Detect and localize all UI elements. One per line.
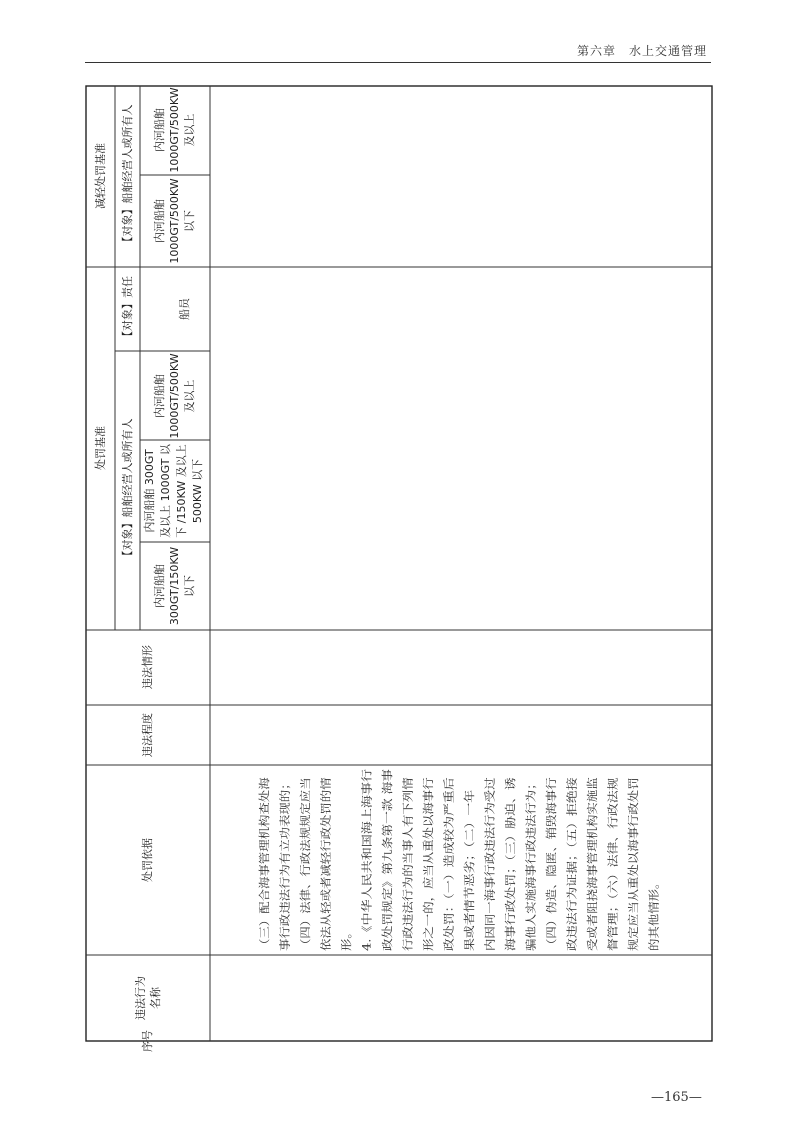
reduced-target-label: 【对象】船舶经营人或所有人: [121, 104, 134, 248]
col-reduced-sub2: [152, 87, 196, 172]
running-header: 第六章 水上交通管理: [576, 44, 707, 58]
col-reduced-sub1: [152, 178, 196, 263]
sub1-line1: 内河船舶: [153, 564, 166, 608]
sub3-line2: 1000GT/500KW: [168, 353, 181, 439]
crew-target-line1: 【对象】责任: [121, 276, 134, 342]
seq-header: 序号: [141, 1030, 154, 1052]
reduced-standard-label: 减轻处罚基准: [94, 143, 107, 209]
basis-line: 形。: [340, 929, 353, 951]
col-sub2: [142, 443, 204, 538]
basis-line: 骗他人实施海事行政违法行为；: [524, 797, 538, 951]
basis-line: 督管理；（六）法律、行政法规: [606, 802, 620, 951]
basis-line: 规定应当从重处以海事行政处罚: [627, 797, 640, 951]
col-sub1: [152, 547, 196, 625]
basis-line: 受或者阻挠海事管理机构实施监: [586, 797, 599, 951]
col-sub3: [152, 353, 196, 438]
sub2-line4: 500KW 以下: [191, 458, 204, 524]
basis-line: 海事行政处罚；（三）胁迫、诱: [504, 802, 517, 951]
violation-name-line2: 名称: [149, 987, 162, 1009]
basis-line: 行政违法行为的当事人有下列情: [401, 797, 415, 951]
col-reduced-standard-header: [93, 143, 107, 209]
rsub2-line3: 及以上: [183, 113, 196, 147]
basis-line: 政处罚规定》第九条第一款 海事: [381, 793, 394, 951]
basis-line: （三）配合海事管理机构查处海: [258, 797, 271, 951]
basis-line: 政处罚：（一）造成较为严重后: [442, 802, 456, 951]
circumstance-header: 违法情形: [141, 645, 154, 689]
basis-line: 内因同一海事行政违法行为受过: [483, 797, 497, 951]
degree-header: 违法程度: [141, 713, 154, 757]
operator-target-label: 【对象】船舶经营人或所有人: [121, 418, 134, 562]
crew-target-line2: 船员: [178, 298, 191, 320]
sub2-line1: 内河船舶 300GT: [143, 449, 156, 533]
penalty-standard-label: 处罚基准: [94, 426, 107, 470]
rsub2-line1: 内河船舶: [153, 108, 166, 152]
penalty-basis-text: [257, 769, 661, 951]
basis-line: 依法从轻或者减轻行政处罚的情: [319, 797, 333, 951]
basis-line: （四）伪造、隐匿、销毁海事行: [545, 797, 558, 951]
basis-line: 事行政违法行为有立功表现的；: [278, 797, 292, 951]
basis-line: 政违法行为证据；（五）拒绝接: [565, 802, 579, 951]
sub1-line2: 300GT/150KW: [168, 546, 181, 626]
sub1-line3: 以下: [183, 575, 196, 597]
sub2-line2: 及以上 1000GT 以: [159, 444, 172, 538]
violation-name-line1: 违法行为: [134, 976, 147, 1020]
basis-header: 处罚依据: [141, 838, 154, 882]
basis-line: 的其他情形。: [647, 885, 661, 951]
basis-line: 果或者情节恶劣；（二）一年: [463, 813, 476, 951]
sub2-line3: 下 /150KW 及以上: [175, 444, 188, 538]
basis-line: （四）法律、行政法规规定应当: [299, 797, 312, 951]
page-number: —165—: [651, 1090, 702, 1105]
col-reduced-target: [120, 105, 134, 248]
basis-line: 4.《中华人民共和国海上海事行: [360, 797, 374, 951]
rsub1-line3: 以下: [183, 210, 196, 232]
rsub1-line2: 1000GT/500KW: [168, 178, 181, 264]
sub3-line3: 及以上: [183, 379, 196, 413]
basis-line: 形之一的，应当从重处以海事行: [422, 797, 435, 951]
rsub2-line2: 1000GT/500KW: [168, 87, 181, 173]
sub3-line1: 内河船舶: [153, 374, 166, 418]
rsub1-line1: 内河船舶: [153, 199, 166, 243]
